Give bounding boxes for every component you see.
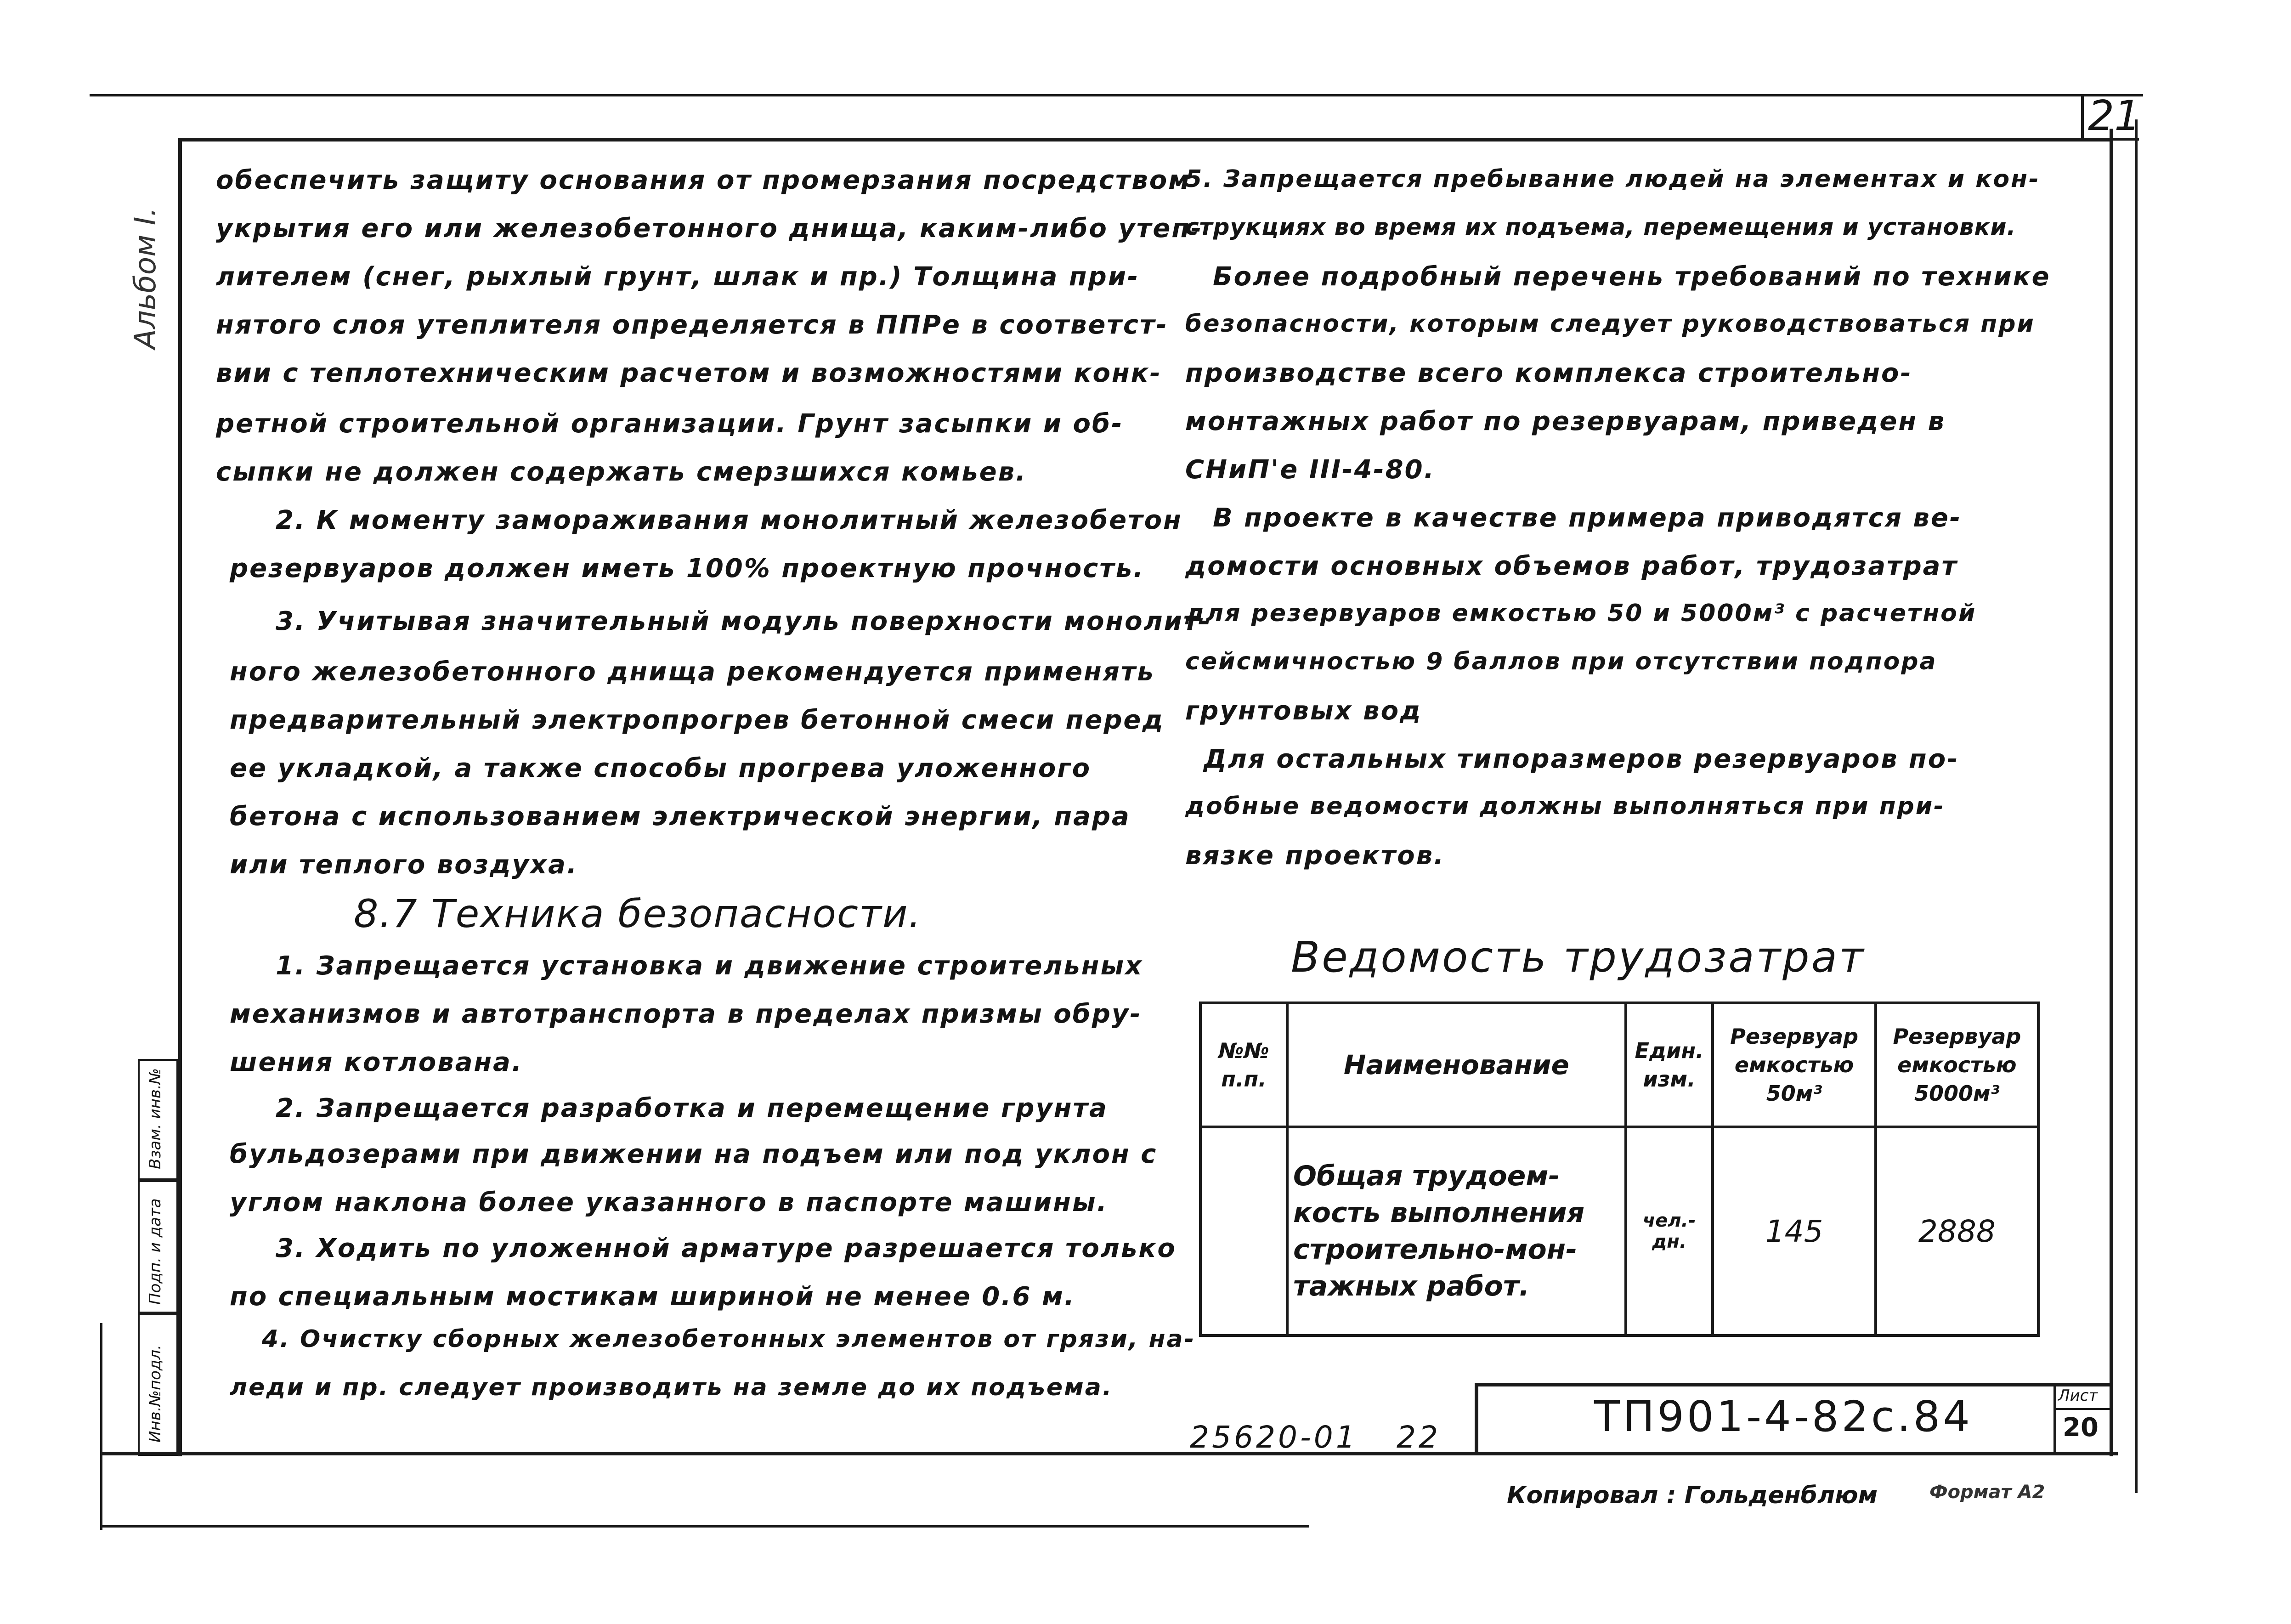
table-row xyxy=(1200,1127,2038,1335)
row-res50: 145 xyxy=(1713,1127,1875,1335)
inventory-num: 22 xyxy=(1397,1420,1441,1455)
item2-line: 2. К моменту замораживания монолитный железобетон xyxy=(276,505,1182,535)
safety1-line: 1. Запрещается установка и движение строительных xyxy=(276,951,1143,981)
sheet-label: Лист xyxy=(2058,1386,2098,1405)
more-info-line: производстве всего комплекса строительно- xyxy=(1185,358,1912,388)
safety3-line: по специальным мостикам шириной не менее 0.6 м. xyxy=(230,1282,1076,1312)
item3-line: ее укладкой, а также способы прогрева уложенного xyxy=(230,753,1092,783)
safety1-line: механизмов и автотранспорта в пределах призмы обру- xyxy=(230,999,1142,1029)
stamp-replace-inv: Взам. инв.№ xyxy=(146,1068,164,1169)
header-name: Наименование xyxy=(1287,1003,1626,1127)
more-info-line: Более подробный перечень требований по технике xyxy=(1213,262,2051,292)
outer-left-line xyxy=(100,1323,102,1530)
other-sizes-line: добные ведомости должны выполняться при при- xyxy=(1185,792,1945,820)
stamp-inv-orig: Инв.№подл. xyxy=(146,1345,164,1443)
row-num xyxy=(1200,1127,1287,1335)
project-note-line: для резервуаров емкостью 50 и 5000м³ с расчетной xyxy=(1185,600,1977,627)
para1-line: сыпки не должен содержать смерзшихся комьев. xyxy=(216,457,1027,487)
para1-line: нятого слоя утеплителя определяется в ППРе в соответст- xyxy=(216,310,1168,340)
header-res50: Резервуар емкостью 50м³ xyxy=(1713,1003,1875,1127)
row-unit: чел.-дн. xyxy=(1626,1127,1713,1335)
row-res5000: 2888 xyxy=(1876,1127,2038,1335)
sheet-number: 20 xyxy=(2063,1413,2099,1443)
stamp-sign-date: Подп. и дата xyxy=(146,1198,164,1305)
para1-line: вии с теплотехническим расчетом и возможностями конк- xyxy=(216,358,1162,388)
header-num: №№ п.п. xyxy=(1200,1003,1287,1127)
copied-by: Копировал : Гольденблюм xyxy=(1507,1482,1878,1509)
safety2-line: 2. Запрещается разработка и перемещение грунта xyxy=(276,1093,1108,1123)
safety4-line: 4. Очистку сборных железобетонных элементов от грязи, на- xyxy=(262,1325,1196,1353)
inner-right-line xyxy=(2110,129,2113,1456)
inventory-code: 25620-01 xyxy=(1190,1420,1358,1455)
outer-right-line xyxy=(2135,119,2138,1493)
item3-line: 3. Учитывая значительный модуль поверхности монолит- xyxy=(276,606,1212,636)
project-note-line: грунтовых вод xyxy=(1185,696,1422,726)
item2-line: резервуаров должен иметь 100% проектную прочность. xyxy=(230,554,1145,583)
inner-top-line xyxy=(179,138,2113,141)
safety2-line: углом наклона более указанного в паспорте машины. xyxy=(230,1188,1108,1217)
safety5-line: 5. Запрещается пребывание людей на элементах и кон- xyxy=(1185,165,2040,193)
labor-table xyxy=(1199,1002,2040,1337)
title-block-sheet-divider xyxy=(2053,1408,2111,1410)
para1-line: обеспечить защиту основания от промерзания посредством xyxy=(216,165,1191,195)
more-info-line: монтажных работ по резервуарам, приведен в xyxy=(1185,407,1946,436)
project-note-line: В проекте в качестве примера приводятся ве- xyxy=(1213,503,1962,533)
more-info-line: безопасности, которым следует руководствоваться при xyxy=(1185,310,2035,338)
item3-line: предварительный электропрогрев бетонной смеси перед xyxy=(230,705,1165,735)
project-note-line: сейсмичностью 9 баллов при отсутствии подпора xyxy=(1185,648,1937,675)
item3-line: ного железобетонного днища рекомендуется применять xyxy=(230,657,1155,687)
project-note-line: домости основных объемов работ, трудозатрат xyxy=(1185,551,1958,581)
safety3-line: 3. Ходить по уложенной арматуре разрешается только xyxy=(276,1234,1177,1263)
para1-line: ретной строительной организации. Грунт засыпки и об- xyxy=(216,409,1124,439)
album-label: Альбом I. xyxy=(129,207,163,349)
more-info-line: СНиП'е III-4-80. xyxy=(1185,455,1435,485)
outer-top-line xyxy=(90,94,2143,96)
table-header-row xyxy=(1200,1003,2038,1127)
side-stamp xyxy=(138,1059,178,1454)
item3-line: бетона с использованием электрической энергии, пара xyxy=(230,802,1131,832)
section-heading: 8.7 Техника безопасности. xyxy=(354,891,922,936)
labor-table-title: Ведомость трудозатрат xyxy=(1291,933,1866,982)
safety4-line: леди и пр. следует производить на земле до их подъема. xyxy=(230,1374,1113,1401)
sheet-format: Формат А2 xyxy=(1929,1482,2045,1503)
item3-line: или теплого воздуха. xyxy=(230,850,578,880)
safety1-line: шения котлована. xyxy=(230,1047,523,1077)
safety2-line: бульдозерами при движении на подъем или под уклон с xyxy=(230,1139,1158,1169)
inner-left-line xyxy=(178,138,182,1456)
outer-bottom-line xyxy=(101,1525,1309,1528)
safety5-line: струкциях во время их подъема, перемещения и установки. xyxy=(1185,214,2016,240)
row-name: Общая трудоем- кость выполнения строительно-мон- тажных работ. xyxy=(1287,1127,1626,1335)
header-res5000: Резервуар емкостью 5000м³ xyxy=(1876,1003,2038,1127)
drawing-designation: ТП901-4-82с.84 xyxy=(1594,1392,1973,1441)
other-sizes-line: вязке проектов. xyxy=(1185,841,1445,871)
title-block-divider xyxy=(2053,1383,2056,1452)
page-number: 21 xyxy=(2088,92,2141,140)
other-sizes-line: Для остальных типоразмеров резервуаров по- xyxy=(1204,744,1959,774)
para1-line: укрытия его или железобетонного днища, каким-либо утеп- xyxy=(216,214,1203,243)
para1-line: лителем (снег, рыхлый грунт, шлак и пр.) Толщина при- xyxy=(216,262,1140,292)
header-unit: Един. изм. xyxy=(1626,1003,1713,1127)
